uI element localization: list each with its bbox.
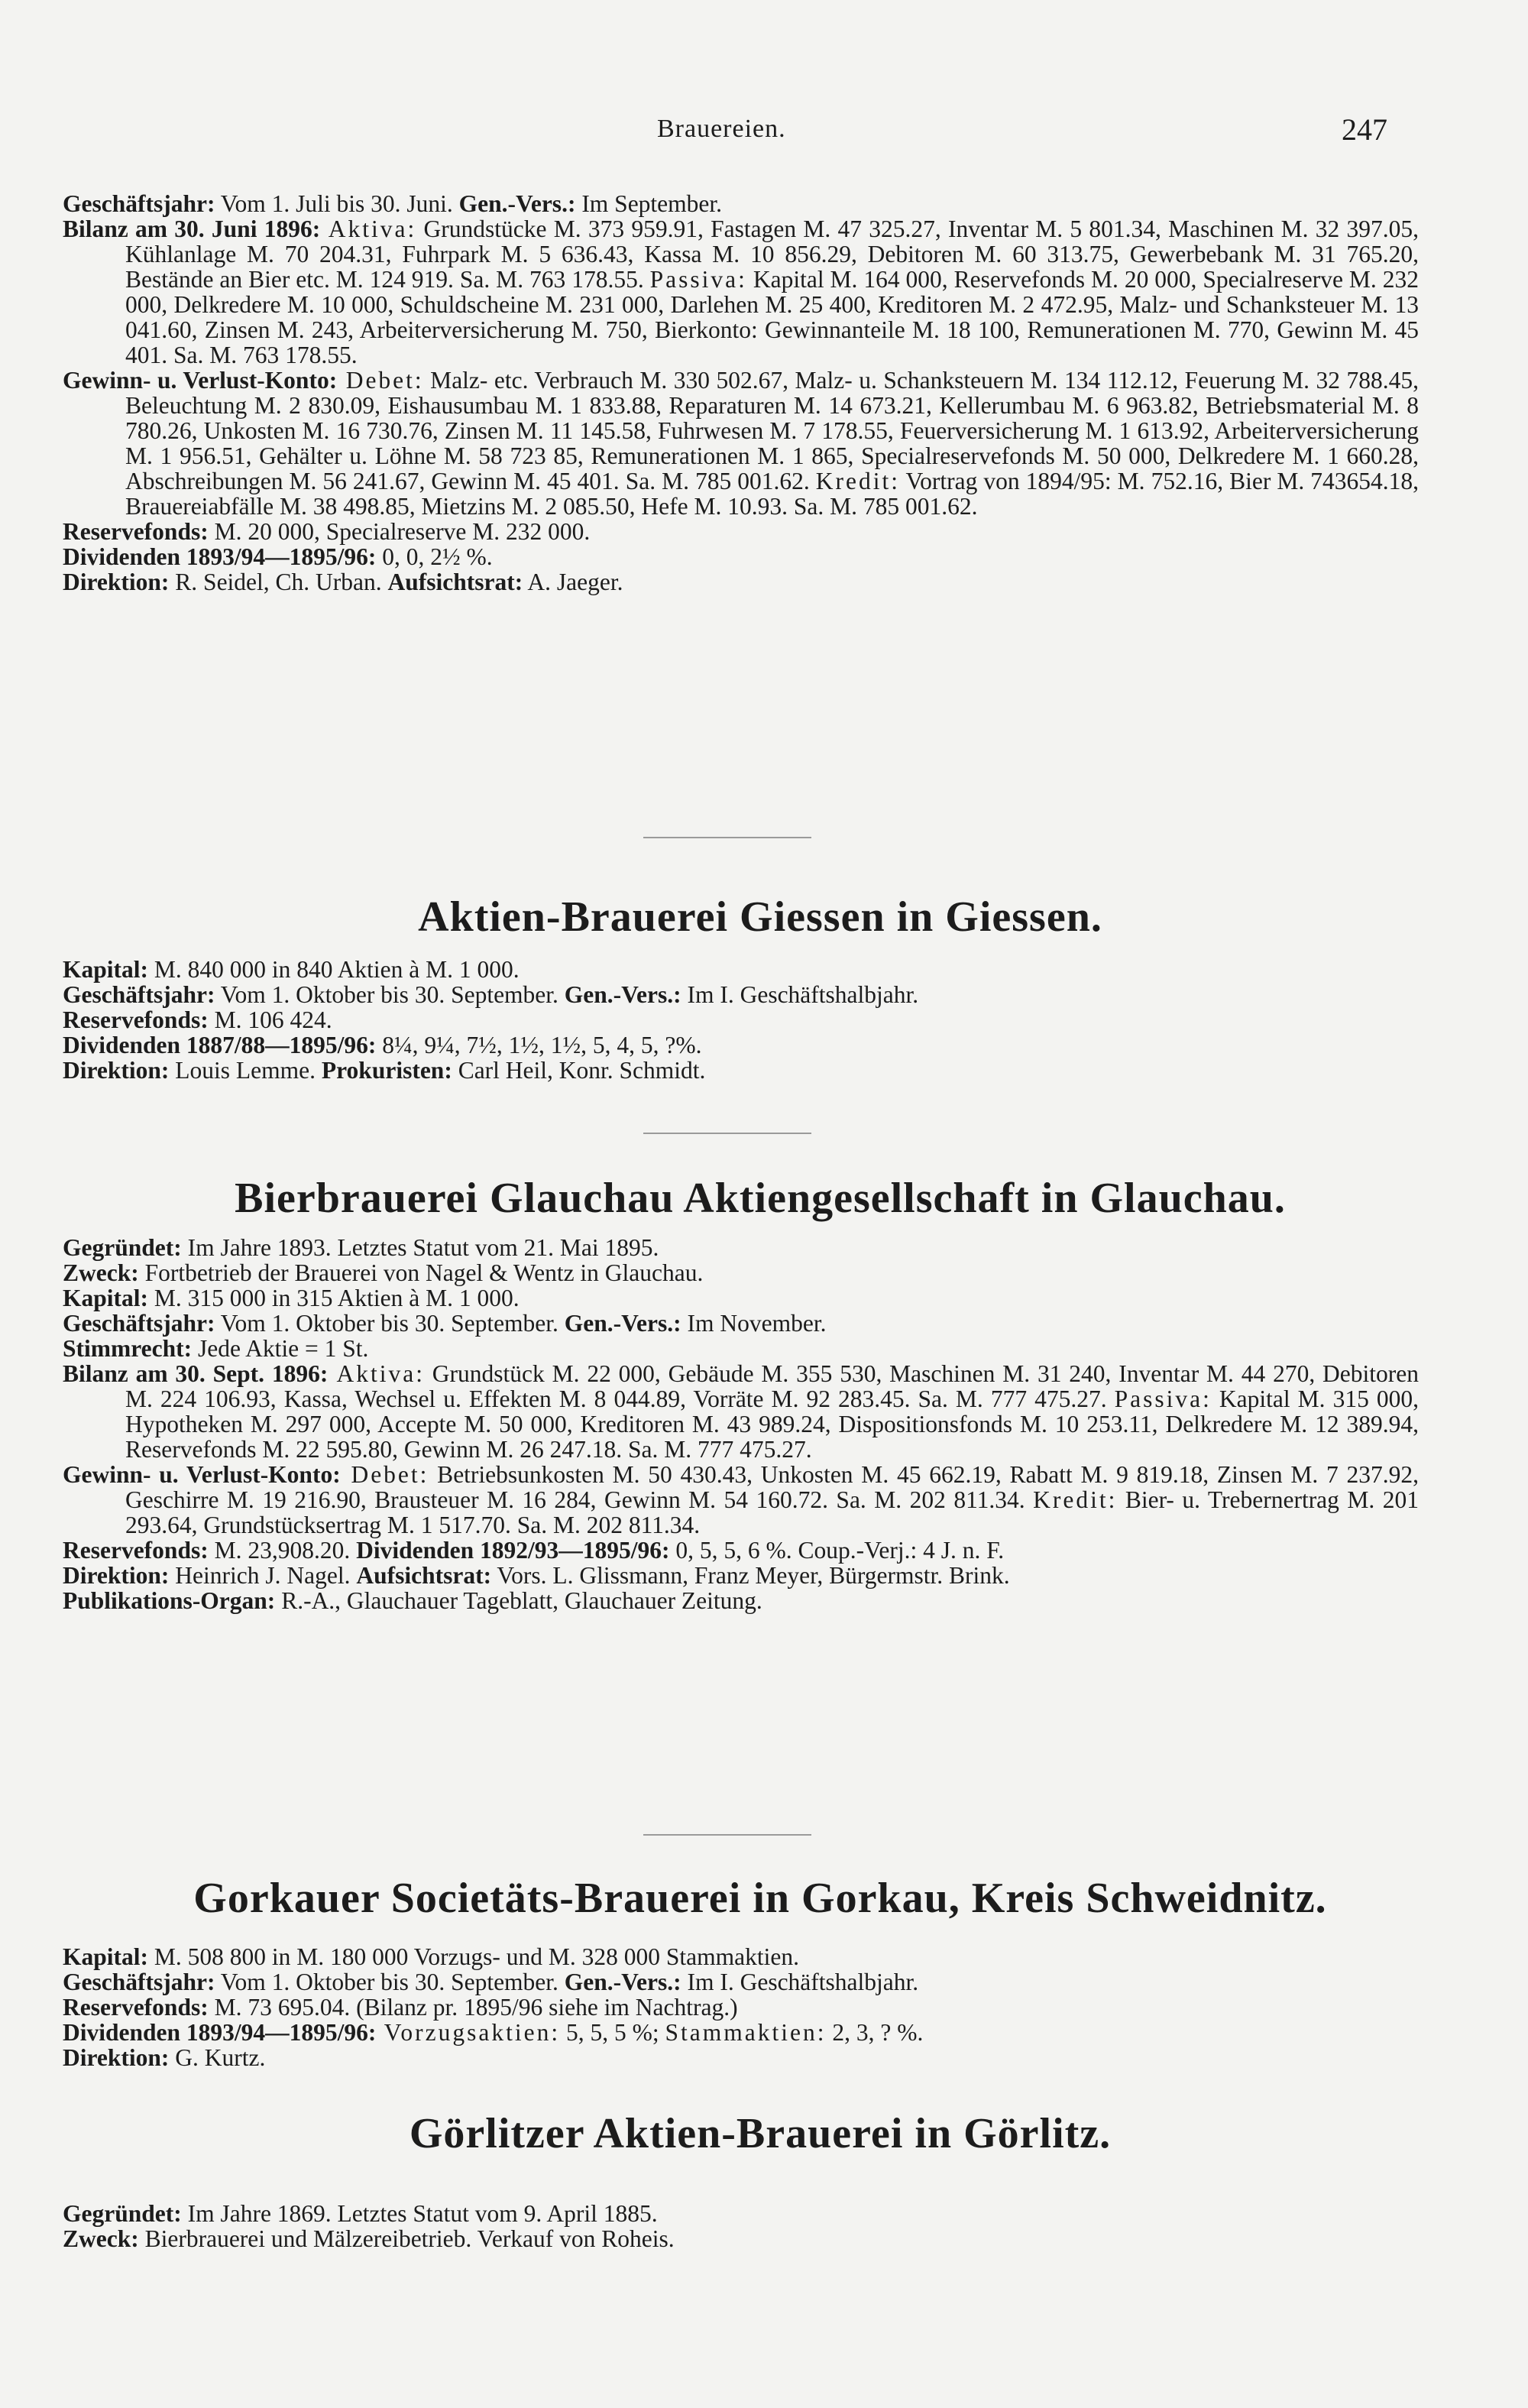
company-heading: Aktien-Brauerei Giessen in Giessen.	[418, 893, 1102, 941]
dividends-entry: Dividenden 1887/88—1895/96: 8¼, 9¼, 7½, 1½, 1½, 5, 4, 5, ?%.	[63, 1032, 702, 1058]
voting-rights-entry: Stimmrecht: Jede Aktie = 1 St.	[63, 1335, 369, 1362]
founded-entry: Gegründet: Im Jahre 1893. Letztes Statut vom 21. Mai 1895.	[63, 1234, 659, 1261]
management-entry: Direktion: Heinrich J. Nagel. Aufsichtsrat: Vors. L. Glissmann, Franz Meyer, Bürgermstr. Brink.	[63, 1562, 1010, 1589]
fiscal-year-label: Geschäftsjahr:	[63, 190, 215, 217]
profit-loss-entry: Gewinn- u. Verlust-Konto: Debet: Malz- etc. Verbrauch M. 330 502.67, Malz- u. Schanksteuern M. 134 112.12, Feuerung M. 32 788.45, Beleuchtung M. 2 830.09, Eishausumbau M. 1 833.88, Reparaturen M. 14 673.21, Kellerumbau M. 6 963.82, Betriebsmaterial M. 8 780.26, Unkosten M. 16 730.76, Zinsen M. 11 145.58, Fuhrwesen M. 7 178.55, Feuerversicherung M. 1 613.92, Arbeiterversicherung M. 1 956.51, Gehälter u. Löhne M. 58 723 85, Remunerationen M. 1 865, Specialreservefonds M. 50 000, Delkredere M. 1 660.28, Abschreibungen M. 56 241.67, Gewinn M. 45 401. Sa. M. 785 001.62. Kredit: Vortrag von 1894/95: M. 752.16, Bier M. 743654.18, Brauereiabfälle M. 38 498.85, Mietzins M. 2 085.50, Hefe M. 10.93. Sa. M. 785 001.62.	[63, 367, 1419, 520]
management-entry: Direktion: Louis Lemme. Prokuristen: Carl Heil, Konr. Schmidt.	[63, 1057, 706, 1084]
company-entry	[63, 1235, 1419, 1613]
company-heading: Bierbrauerei Glauchau Aktiengesellschaft in Glauchau.	[235, 1175, 1286, 1222]
entry-continued	[63, 191, 1419, 595]
section-divider	[643, 837, 811, 838]
running-title: Brauereien.	[657, 115, 786, 143]
reserve-fund-entry: Reservefonds: M. 20 000, Specialreserve M. 232 000.	[63, 518, 591, 545]
capital-entry: Kapital: M. 315 000 in 315 Aktien à M. 1 000.	[63, 1285, 520, 1311]
running-header	[0, 112, 1528, 160]
publication-entry: Publikations-Organ: R.-A., Glauchauer Tageblatt, Glauchauer Zeitung.	[63, 1587, 762, 1614]
balance-entry: Bilanz am 30. Sept. 1896: Aktiva: Grundstück M. 22 000, Gebäude M. 355 530, Maschinen M. 31 240, Inventar M. 44 270, Debitoren M. 224 106.93, Kassa, Wechsel u. Effekten M. 8 044.89, Vorräte M. 92 283.45. Sa. M. 777 475.27. Passiva: Kapital M. 315 000, Hypotheken M. 297 000, Accepte M. 50 000, Kreditoren M. 43 989.24, Dispositionsfonds M. 10 253.11, Delkredere M. 12 389.94, Reservefonds M. 22 595.80, Gewinn M. 26 247.18. Sa. M. 777 475.27.	[63, 1360, 1419, 1463]
reserve-dividends-entry: Reservefonds: M. 23,908.20. Dividenden 1892/93—1895/96: 0, 5, 5, 6 %. Coup.-Verj.: 4 J. n. F.	[63, 1537, 1005, 1564]
company-entry	[63, 957, 1419, 1083]
capital-entry: Kapital: M. 840 000 in 840 Aktien à M. 1 000.	[63, 956, 520, 983]
company-heading: Görlitzer Aktien-Brauerei in Görlitz.	[409, 2110, 1112, 2157]
fiscal-year-entry: Geschäftsjahr: Vom 1. Oktober bis 30. September. Gen.-Vers.: Im I. Geschäftshalbjahr.	[63, 981, 919, 1008]
fiscal-year-entry: Geschäftsjahr: Vom 1. Oktober bis 30. September. Gen.-Vers.: Im I. Geschäftshalbjahr.	[63, 1969, 919, 1995]
balance-label: Bilanz am 30. Juni 1896:	[63, 216, 321, 242]
balance-entry: Bilanz am 30. Juni 1896: Aktiva: Grundstücke M. 373 959.91, Fastagen M. 47 325.27, Inventar M. 5 801.34, Maschinen M. 32 397.05, Kühlanlage M. 70 204.31, Fuhrpark M. 5 636.43, Kassa M. 10 856.29, Debitoren M. 60 313.75, Gewerbebank M. 31 765.20, Bestände an Bier etc. M. 124 919. Sa. M. 763 178.55. Passiva: Kapital M. 164 000, Reservefonds M. 20 000, Specialreserve M. 232 000, Delkredere M. 10 000, Schuldscheine M. 231 000, Darlehen M. 25 400, Kreditoren M. 2 472.95, Malz- und Schanksteuer M. 13 041.60, Zinsen M. 243, Arbeiterversicherung M. 750, Bierkonto: Gewinnanteile M. 18 100, Remunerationen M. 770, Gewinn M. 45 401. Sa. M. 763 178.55.	[63, 216, 1419, 368]
fiscal-year-entry: Geschäftsjahr: Vom 1. Juli bis 30. Juni. Gen.-Vers.: Im September.	[63, 190, 723, 217]
company-entry	[63, 1944, 1419, 2070]
founded-entry: Gegründet: Im Jahre 1869. Letztes Statut vom 9. April 1885.	[63, 2200, 658, 2227]
dividends-entry: Dividenden 1893/94—1895/96: Vorzugsaktien: 5, 5, 5 %; Stammaktien: 2, 3, ? %.	[63, 2019, 924, 2046]
dividends-entry: Dividenden 1893/94—1895/96: 0, 0, 2½ %.	[63, 543, 493, 570]
management-entry: Direktion: G. Kurtz.	[63, 2044, 266, 2071]
capital-entry: Kapital: M. 508 800 in M. 180 000 Vorzugs- und M. 328 000 Stammaktien.	[63, 1943, 799, 1970]
page-number: 247	[1342, 112, 1387, 147]
section-divider	[643, 1834, 811, 1836]
reserve-fund-entry: Reservefonds: M. 73 695.04. (Bilanz pr. 1895/96 siehe im Nachtrag.)	[63, 1994, 738, 2021]
section-divider	[643, 1133, 811, 1134]
management-entry: Direktion: R. Seidel, Ch. Urban. Aufsichtsrat: A. Jaeger.	[63, 569, 623, 595]
fiscal-year-entry: Geschäftsjahr: Vom 1. Oktober bis 30. September. Gen.-Vers.: Im November.	[63, 1310, 827, 1337]
reserve-fund-entry: Reservefonds: M. 106 424.	[63, 1006, 332, 1033]
company-entry	[63, 2201, 1419, 2251]
company-heading: Gorkauer Societäts-Brauerei in Gorkau, Kreis Schweidnitz.	[193, 1875, 1327, 1922]
purpose-entry: Zweck: Fortbetrieb der Brauerei von Nagel & Wentz in Glauchau.	[63, 1259, 704, 1286]
general-meeting-label: Gen.-Vers.:	[458, 190, 576, 217]
profit-loss-label: Gewinn- u. Verlust-Konto:	[63, 367, 338, 394]
profit-loss-entry: Gewinn- u. Verlust-Konto: Debet: Betriebsunkosten M. 50 430.43, Unkosten M. 45 662.19, Rabatt M. 9 819.18, Zinsen M. 7 237.92, Geschirre M. 19 216.90, Brausteuer M. 16 284, Gewinn M. 54 160.72. Sa. M. 202 811.34. Kredit: Bier- u. Trebernertrag M. 201 293.64, Grundstücksertrag M. 1 517.70. Sa. M. 202 811.34.	[63, 1461, 1420, 1538]
purpose-entry: Zweck: Bierbrauerei und Mälzereibetrieb. Verkauf von Roheis.	[63, 2225, 675, 2252]
